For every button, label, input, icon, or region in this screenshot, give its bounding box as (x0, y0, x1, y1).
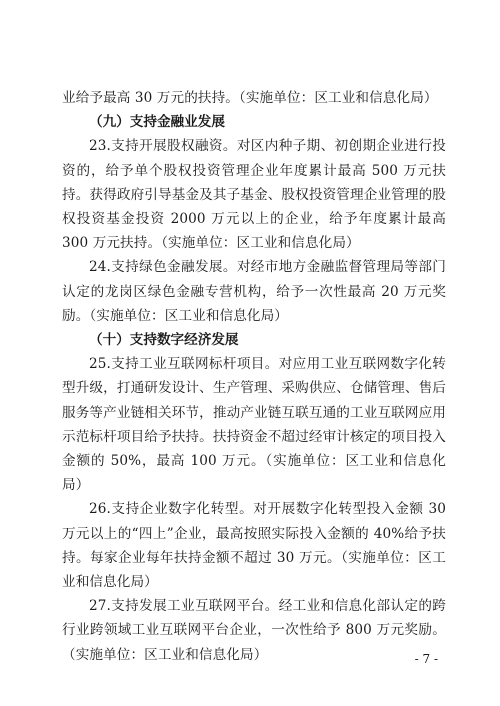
paragraph-continuation: 业给予最高 30 万元的扶持。（实施单位：区工业和信息化局） (62, 90, 438, 106)
document-body (62, 86, 446, 667)
paragraph-item-25: 25.支持工业互联网标杆项目。对应用工业互联网数字化转型升级，打通研发设计、生产管理、采购供应、仓储管理、售后服务等产业链相关环节，推动产业链互联互通的工业互联网应用示范标杆项目给予扶持。扶持资金不超过经审计核定的项目投入金额的 50%，最高 100 万元。（实施单位：区工业和信息化局） (62, 356, 446, 494)
paragraph-item-27: 27.支持发展工业互联网平台。经工业和信息化部认定的跨行业跨领域工业互联网平台企业，一次性给予 800 万元奖励。（实施单位：区工业和信息化局） (62, 598, 446, 663)
section-heading-10: （十）支持数字经济发展 (89, 332, 239, 349)
paragraph-item-24: 24.支持绿色金融发展。对经市地方金融监督管理局等部门认定的龙岗区绿色金融专营机构，给予一次性最高 20 万元奖励。（实施单位：区工业和信息化局） (62, 259, 446, 324)
paragraph-item-23: 23.支持开展股权融资。对区内种子期、初创期企业进行投资的，给予单个股权投资管理企业年度累计最高 500 万元扶持。获得政府引导基金及其子基金、股权投资管理企业管理的股权投资基金投资 2000 万元以上的企业，给予年度累计最高 300 万元扶持。（实施单位：区工业和信息化局） (62, 138, 446, 252)
section-heading-9: （九）支持金融业发展 (89, 114, 225, 131)
page-number: - 7 - (414, 652, 438, 666)
paragraph-item-26: 26.支持企业数字化转型。对开展数字化转型投入金额 30 万元以上的“四上”企业，最高按照实际投入金额的 40%给予扶持。每家企业每年扶持金额不超过 30 万元。（实施单位：区工业和信息化局） (62, 501, 446, 591)
